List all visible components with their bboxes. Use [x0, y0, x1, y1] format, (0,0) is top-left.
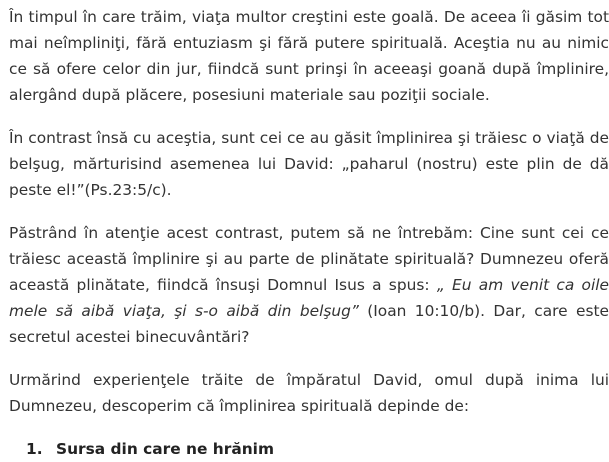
- article-body: [9, 4, 609, 462]
- paragraph-intro: În timpul în care trăim, viaţa multor creştini este goală. De aceea îi găsim tot mai neîmpliniţi, fără entuziasm şi fără putere spirituală. Aceştia nu au nimic ce să ofere celor din jur, fiindcă sunt prinşi în aceeaşi goană după împlinire, alergând după plăcere, posesiuni materiale sau poziţii sociale.: [9, 8, 609, 104]
- list-item-label: Sursa din care ne hrănim: [56, 440, 274, 458]
- paragraph-question: [9, 220, 609, 350]
- list-item: [9, 436, 609, 462]
- scripture-quote: „ Eu am venit ca oile mele să aibă viaţa, şi s-o aibă din belşug”: [9, 276, 609, 320]
- paragraph-contrast: În contrast însă cu aceştia, sunt cei ce au găsit împlinirea şi trăiesc o viaţă de belşug, mărturisind asemenea lui David: „paharul (nostru) este plin de dă peste el!”(Ps.23:5/c).: [9, 129, 609, 199]
- paragraph-question-lead: Păstrând în atenţie acest contrast, putem să ne întrebăm: Cine sunt cei ce trăiesc această împlinire şi au parte de plinătate spirituală? Dumnezeu oferă această plinătate, fiindcă însuşi Domnul Isus a spus:: [9, 224, 609, 294]
- paragraph-question-tail: (Ioan 10:10/b). Dar, care este secretul acestei binecuvântări?: [9, 302, 609, 346]
- paragraph-david: Urmărind experienţele trăite de împăratul David, omul după inima lui Dumnezeu, descoperim că împlinirea spirituală depinde de:: [9, 371, 609, 415]
- list-item-number: 1.: [26, 440, 43, 458]
- numbered-list: [9, 436, 609, 462]
